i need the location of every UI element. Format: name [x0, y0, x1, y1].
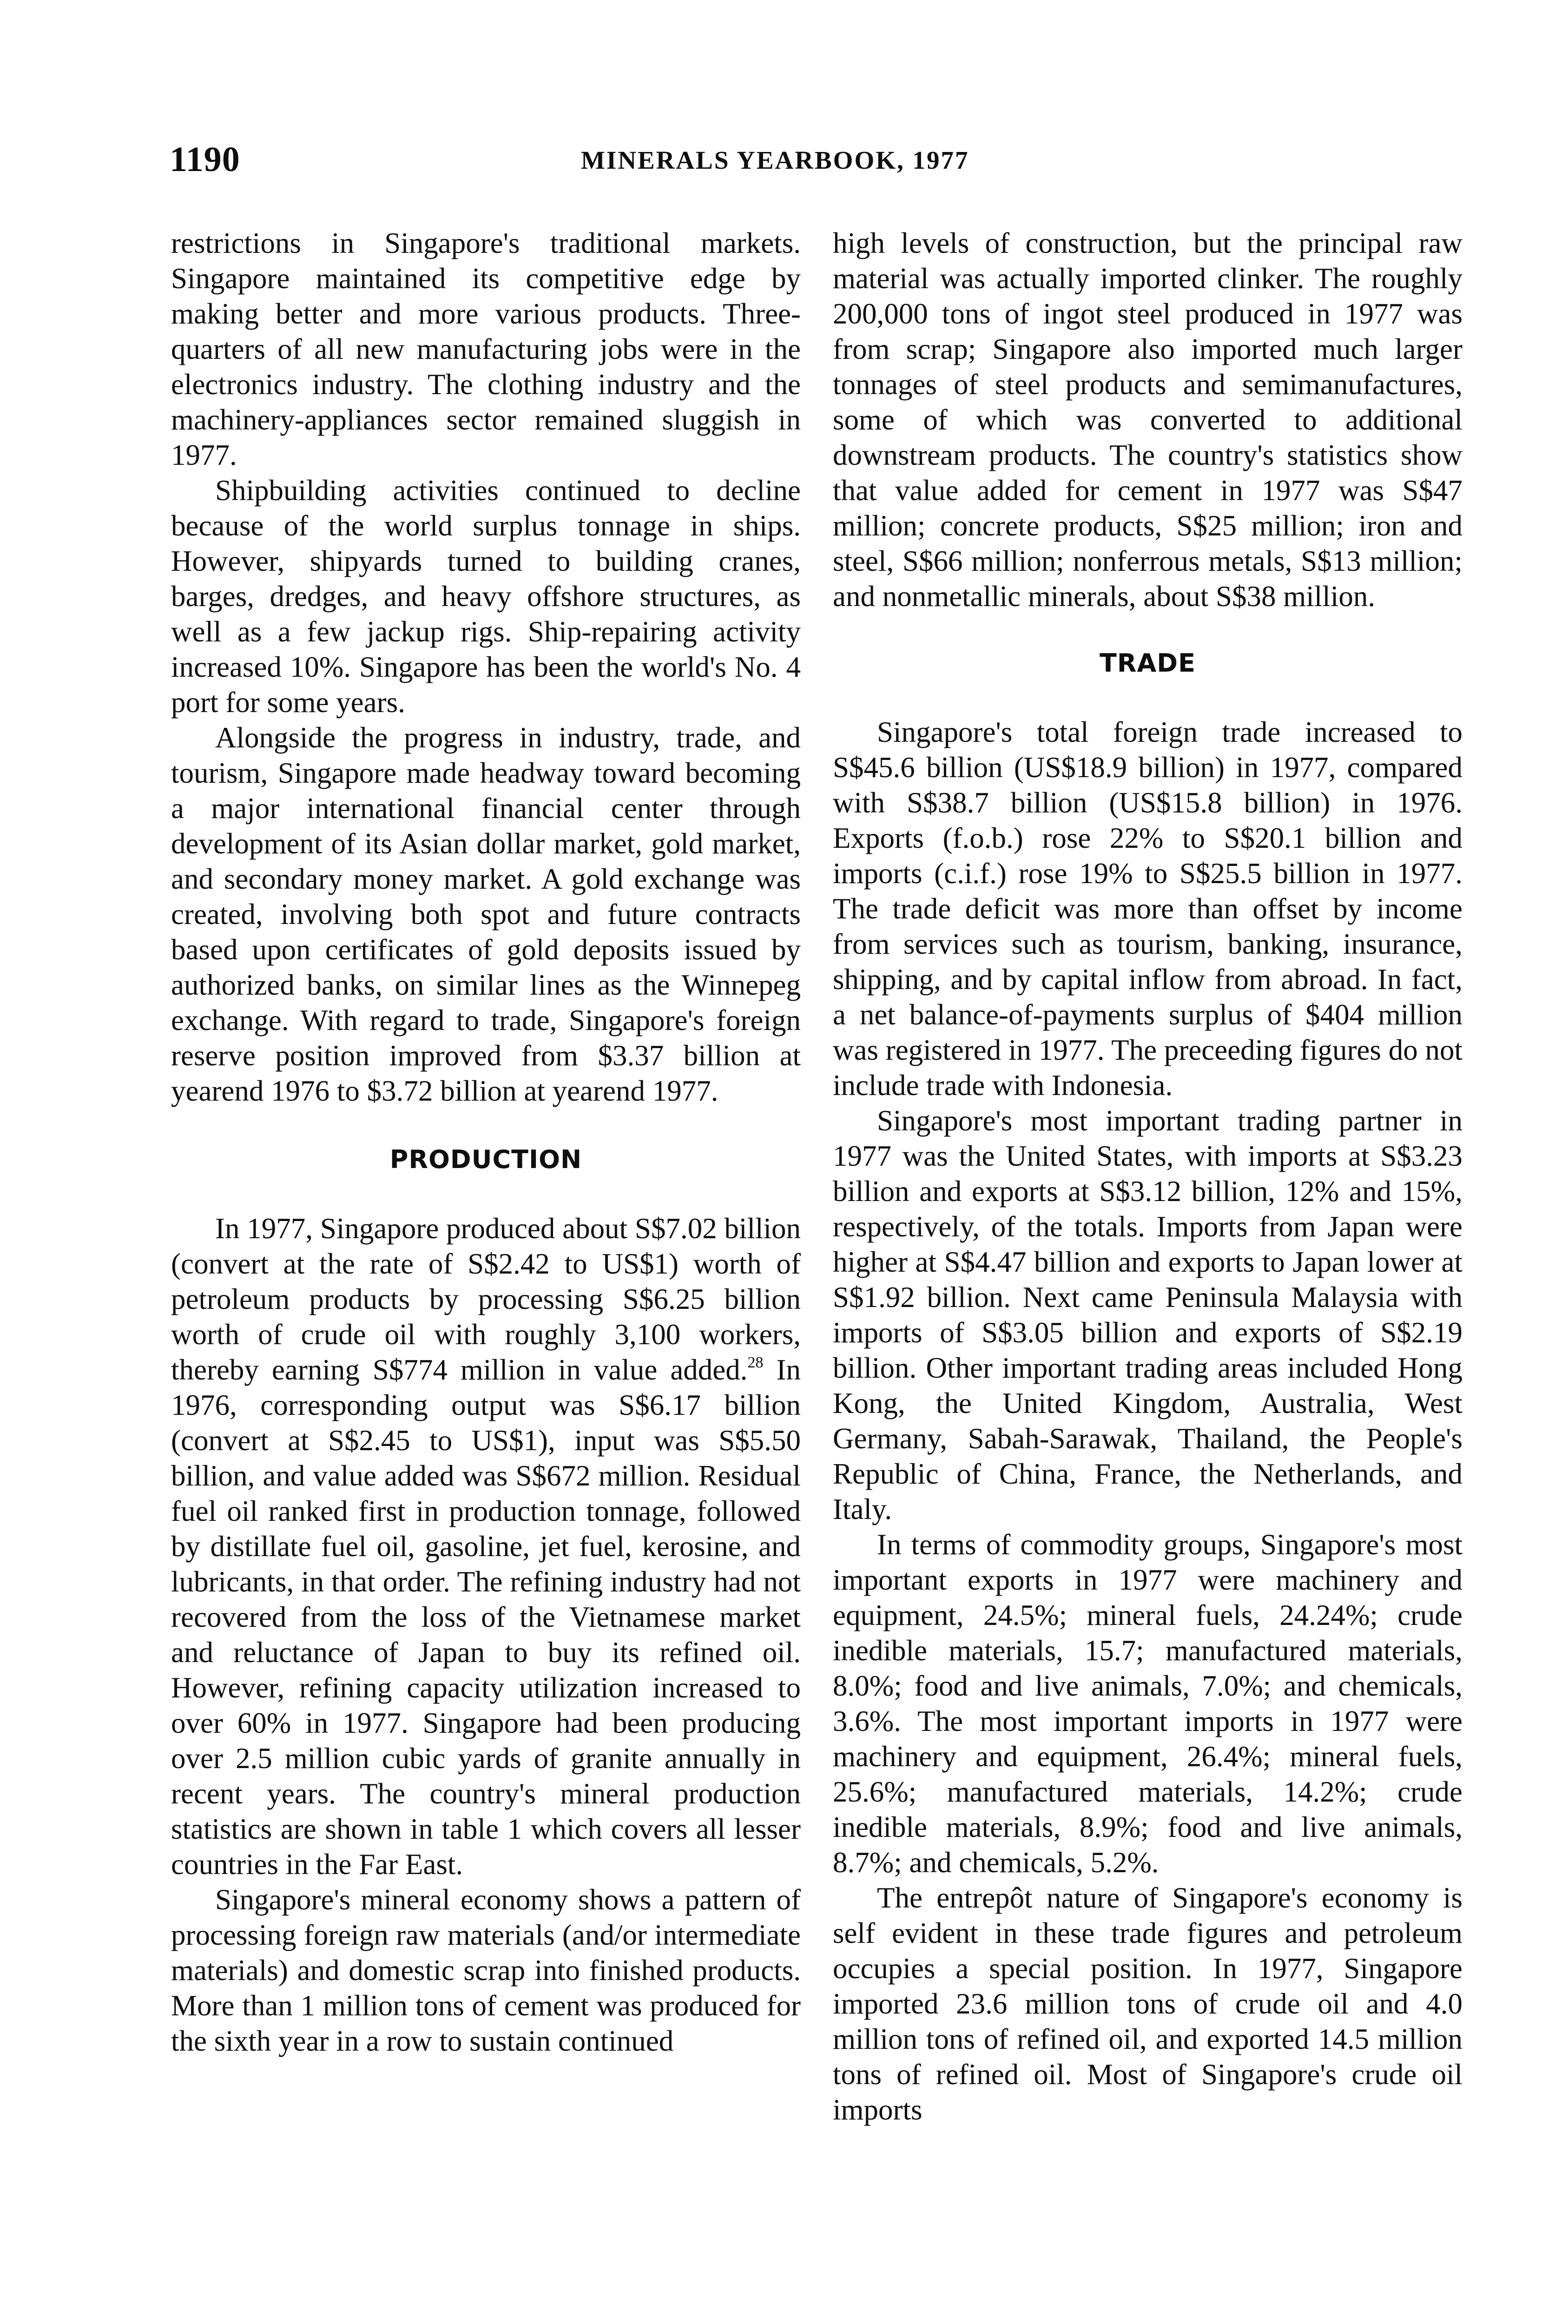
paragraph-financial-center: Alongside the progress in industry, trade, and tourism, Singapore made headway toward becoming a major international financial center through development of its Asian dollar market, gold market, and secondary money market. A gold exchange was created, involving both spot and future contracts based upon certificates of gold deposits issued by authorized banks, on similar lines as the Winnepeg exchange. With regard to trade, Singapore's foreign reserve position improved from $3.37 billion at yearend 1976 to $3.72 billion at yearend 1977. — [171, 721, 801, 1107]
paragraph-foreign-trade: Singapore's total foreign trade increased to S$45.6 billion (US$18.9 billion) in 1977, compared with S$38.7 billion (US$15.8 billion) in 1976. Exports (f.o.b.) rose 22% to S$20.1 billion and imports (c.i.f.) rose 19% to S$25.5 billion in 1977. The trade deficit was more than offset by income from services such as tourism, banking, insurance, shipping, and by capital inflow from abroad. In fact, a net balance-of-payments surplus of $404 million was registered in 1977. The preceeding figures do not include trade with Indonesia. — [833, 716, 1463, 1102]
paragraph-mineral-economy: Singapore's mineral economy shows a pattern of processing foreign raw materials (and/or intermediate materials) and domestic scrap into finished products. More than 1 million tons of cement was produced for the sixth year in a row to sustain continued — [171, 1883, 801, 2057]
paragraph-trading-partners: Singapore's most important trading partner in 1977 was the United States, with imports at S$3.23 billion and exports at S$3.12 billion, 12% and 15%, respectively, of the totals. Imports from Japan were higher at S$4.47 billion and exports to Japan lower at S$1.92 billion. Next came Peninsula Malaysia with imports of S$3.05 billion and exports of S$2.19 billion. Other important trading areas included Hong Kong, the United Kingdom, Australia, West Germany, Sabah-Sarawak, Thailand, the People's Republic of China, France, the Netherlands, and Italy. — [833, 1104, 1463, 1525]
right-column — [833, 225, 1463, 2127]
paragraph-cement-steel: high levels of construction, but the principal raw material was actually imported clinker. The roughly 200,000 tons of ingot steel produced in 1977 was from scrap; Singapore also imported much larger tonnages of steel products and semimanufactures, some of which was converted to additional downstream products. The country's statistics show that value added for cement in 1977 was S$47 million; concrete products, S$25 million; iron and steel, S$66 million; nonferrous metals, S$13 million; and nonmetallic minerals, about S$38 million. — [833, 227, 1463, 613]
page-number: 1190 — [170, 140, 240, 179]
paragraph-shipbuilding: Shipbuilding activities continued to decline because of the world surplus tonnage in ships. However, shipyards turned to building cranes, barges, dredges, and heavy offshore structures, as well as a few jackup rigs. Ship-repairing activity increased 10%. Singapore has been the world's No. 4 port for some years. — [171, 474, 801, 719]
running-title: MINERALS YEARBOOK, 1977 — [581, 146, 969, 174]
paragraph-petroleum-production — [171, 1211, 801, 1882]
paragraph-industry-restrictions: restrictions in Singapore's traditional markets. Singapore maintained its competitive edge by making better and more various products. Three-quarters of all new manufacturing jobs were in the electronics industry. The clothing industry and the machinery-appliances sector remained sluggish in 1977. — [171, 227, 801, 471]
left-column — [171, 225, 801, 2059]
paragraph-commodity-groups: In terms of commodity groups, Singapore's most important exports in 1977 were machinery and equipment, 24.5%; mineral fuels, 24.24%; crude inedible materials, 15.7; manufactured materials, 8.0%; food and live animals, 7.0%; and chemicals, 3.6%. The most important imports in 1977 were machinery and equipment, 26.4%; mineral fuels, 25.6%; manufactured materials, 14.2%; crude inedible materials, 8.9%; food and live animals, 8.7%; and chemicals, 5.2%. — [833, 1528, 1463, 1879]
paragraph-petroleum-production-part1: In 1977, Singapore produced about S$7.02 billion (convert at the rate of S$2.42 to US$1) worth of petroleum products by processing S$6.25 billion worth of crude oil with roughly 3,100 workers, thereby earning S$774 million in value added. — [171, 1212, 801, 1386]
section-heading-production: PRODUCTION — [389, 1145, 582, 1174]
paragraph-petroleum-production-part2: In 1976, corresponding output was S$6.17 billion (convert at S$2.45 to US$1), input was S$5.50 billion, and value added was S$672 million. Residual fuel oil ranked first in production tonnage, followed by distillate fuel oil, gasoline, jet fuel, kerosine, and lubricants, in that order. The refining industry had not recovered from the loss of the Vietnamese market and reluctance of Japan to buy its refined oil. However, refining capacity utilization increased to over 60% in 1977. Singapore had been producing over 2.5 million cubic yards of granite annually in recent years. The country's mineral production statistics are shown in table 1 which covers all lesser countries in the Far East. — [171, 1353, 801, 1881]
footnote-reference: 28 — [747, 1354, 764, 1371]
paragraph-entrepot: The entrepôt nature of Singapore's economy is self evident in these trade figures and petroleum occupies a special position. In 1977, Singapore imported 23.6 million tons of crude oil and 4.0 million tons of refined oil, and exported 14.5 million tons of refined oil. Most of Singapore's crude oil imports — [833, 1882, 1463, 2126]
section-heading-trade: TRADE — [1100, 648, 1196, 678]
